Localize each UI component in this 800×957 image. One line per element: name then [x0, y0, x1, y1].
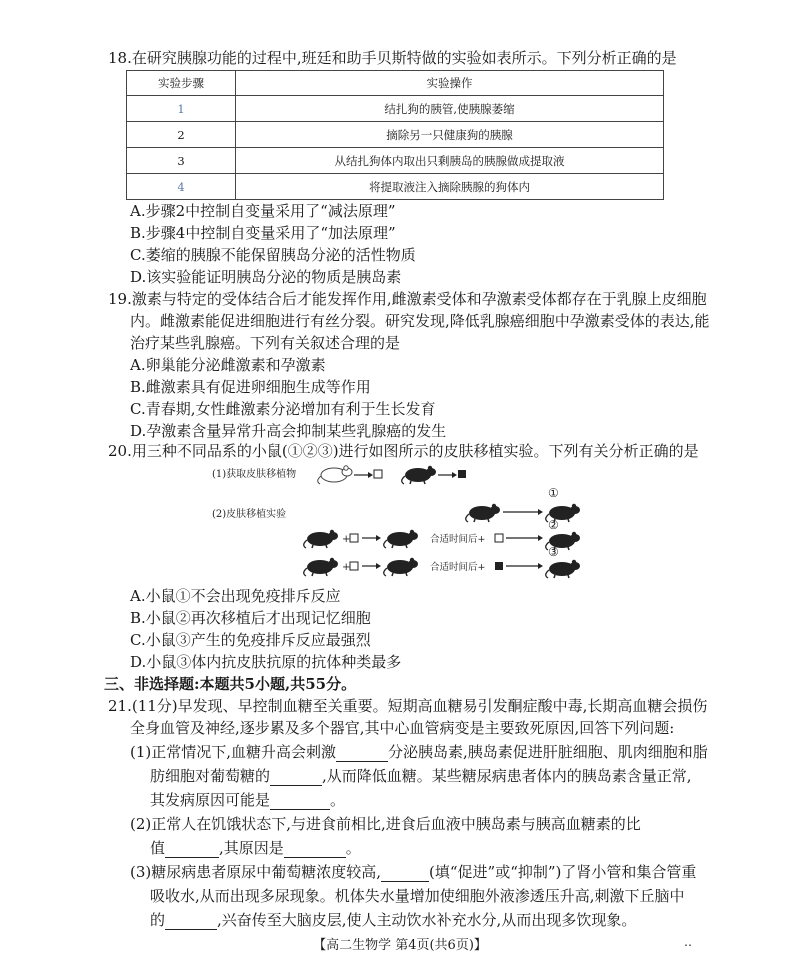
q21-part-3-line-2: 吸收水,从而出现多尿现象。机体失水量增加使细胞外液渗透压升高,刺激下丘脑中 — [150, 887, 685, 905]
answer-blank[interactable] — [270, 793, 330, 810]
q20-option-a: A.小鼠①不会出现免疫排斥反应 — [130, 587, 341, 605]
arrow-head — [376, 563, 381, 569]
answer-blank[interactable] — [270, 769, 322, 786]
table-cell: 1 — [127, 96, 236, 122]
q19-option-d: D.孕激素含量异常升高会抑制某些乳腺癌的发生 — [130, 422, 447, 440]
figure-label-2: (2)皮肤移植实验 — [212, 509, 287, 520]
q19-option-b: B.雌激素具有促进卵细胞生成等作用 — [130, 378, 371, 396]
plus-sign: + — [342, 534, 351, 545]
text: (填“促进”或“抑制”)了肾小管和集合管重 — [429, 863, 697, 881]
after-time-label: 合适时间后+ — [430, 534, 486, 545]
white-skin-graft — [374, 470, 382, 478]
q18-option-a: A.步骤2中控制自变量采用了“减法原理” — [130, 202, 396, 220]
white-skin-graft — [495, 534, 503, 542]
text: ,兴奋传至大脑皮层,使人主动饮水补充水分,从而出现多饮现象。 — [217, 911, 637, 929]
text: ,其原因是 — [219, 839, 284, 857]
table-row — [127, 174, 664, 200]
recipient-mouse — [304, 558, 338, 576]
text: 肪细胞对葡萄糖的 — [150, 767, 271, 785]
page-footer: 【高二生物学 第4页(共6页)】 — [313, 938, 487, 953]
text: 。 — [345, 839, 361, 857]
table-header: 实验步骤 — [127, 71, 236, 96]
grafted-mouse — [384, 530, 418, 548]
q18-table — [126, 70, 664, 200]
table-cell: 结扎狗的胰管,使胰腺萎缩 — [236, 96, 664, 122]
circle-label-3: ③ — [548, 545, 559, 559]
text: ,从而降低血糖。某些糖尿病患者体内的胰岛素含量正常, — [322, 767, 692, 785]
q19-stem-line: 治疗某些乳腺癌。下列有关叙述合理的是 — [130, 334, 401, 352]
answer-blank[interactable] — [284, 841, 346, 858]
table-cell: 从结扎狗体内取出只剩胰岛的胰腺做成提取液 — [236, 148, 664, 174]
section-3-heading: 三、非选择题:本题共5小题,共55分。 — [104, 675, 357, 693]
q20-option-c: C.小鼠③产生的免疫排斥反应最强烈 — [130, 631, 371, 649]
table-header-row — [127, 71, 664, 96]
grafted-mouse — [384, 558, 418, 576]
q19-stem-line: 内。雌激素能促进细胞进行有丝分裂。研究发现,降低乳腺癌细胞中孕激素受体的表达,能 — [130, 312, 710, 330]
arrow-head — [368, 472, 373, 478]
white-skin-graft — [350, 562, 358, 570]
q20-option-d: D.小鼠③体内抗皮肤抗原的抗体种类最多 — [130, 653, 402, 671]
q21-intro-line: 21.(11分)早发现、早控制血糖至关重要。短期高血糖易引发酮症酸中毒,长期高血糖会损伤 — [108, 697, 708, 715]
table-cell: 摘除另一只健康狗的胰腺 — [236, 122, 664, 148]
q21-part-3-line-1 — [130, 862, 696, 882]
q18-stem: 18.在研究胰腺功能的过程中,班廷和助手贝斯特做的实验如表所示。下列分析正确的是 — [108, 49, 677, 67]
answer-blank[interactable] — [165, 841, 219, 858]
white-skin-graft — [350, 534, 358, 542]
text: (1)正常情况下,血糖升高会刺激 — [130, 743, 337, 761]
plus-sign: + — [342, 562, 351, 573]
q21-part-2-line-1: (2)正常人在饥饿状态下,与进食前相比,进食后血液中胰岛素与胰高血糖素的比 — [130, 815, 641, 833]
arrow-head — [538, 563, 543, 569]
table-cell: 将提取液注入摘除胰腺的狗体内 — [236, 174, 664, 200]
q20-stem: 20.用三种不同品系的小鼠(①②③)进行如图所示的皮肤移植实验。下列有关分析正确的是 — [108, 442, 699, 460]
donor-mouse-dark — [402, 466, 436, 484]
answer-blank[interactable] — [336, 745, 388, 762]
skin-graft-figure — [208, 459, 588, 579]
q19-option-c: C.青春期,女性雌激素分泌增加有利于生长发育 — [130, 400, 436, 418]
text: 其发病原因可能是 — [150, 791, 271, 809]
mouse-1 — [466, 504, 500, 522]
donor-mouse-light — [318, 466, 352, 484]
q18-option-c: C.萎缩的胰腺不能保留胰岛分泌的活性物质 — [130, 246, 416, 264]
arrow-head — [538, 535, 543, 541]
q21-part-1-line-2 — [150, 766, 692, 786]
table-row — [127, 148, 664, 174]
answer-blank[interactable] — [381, 865, 429, 882]
arrow-head — [538, 509, 543, 515]
q18-option-b: B.步骤4中控制自变量采用了“加法原理” — [130, 224, 396, 242]
figure-label-1: (1)获取皮肤移植物 — [212, 469, 297, 480]
black-skin-graft — [458, 470, 466, 478]
text: (3)糖尿病患者原尿中葡萄糖浓度较高, — [130, 863, 382, 881]
black-skin-graft — [495, 562, 503, 570]
table-cell: 3 — [127, 148, 236, 174]
after-time-label: 合适时间后+ — [430, 562, 486, 573]
table-cell: 2 — [127, 122, 236, 148]
mouse-3-result — [546, 560, 580, 578]
text: 。 — [330, 791, 346, 809]
circle-label-2: ② — [548, 518, 559, 532]
text: 的 — [150, 911, 166, 929]
text: 分泌胰岛素,胰岛素促进肝脏细胞、肌肉细胞和脂 — [388, 743, 708, 761]
answer-blank[interactable] — [165, 913, 217, 930]
q21-part-1-line-1 — [130, 742, 708, 762]
text: 值 — [150, 839, 166, 857]
arrow-head — [452, 472, 457, 478]
q19-option-a: A.卵巢能分泌雌激素和孕激素 — [130, 356, 326, 374]
q21-intro-line: 全身血管及神经,逐步累及多个器官,其中心血管病变是主要致死原因,回答下列问题: — [130, 719, 675, 737]
q21-part-1-line-3 — [150, 790, 345, 810]
circle-label-1: ① — [548, 486, 559, 500]
q18-option-d: D.该实验能证明胰岛分泌的物质是胰岛素 — [130, 268, 402, 286]
table-cell: 4 — [127, 174, 236, 200]
arrow-head — [376, 535, 381, 541]
table-row — [127, 96, 664, 122]
q21-part-3-line-3 — [150, 910, 636, 930]
corner-mark: ‥ — [684, 935, 693, 949]
q20-option-b: B.小鼠②再次移植后才出现记忆细胞 — [130, 609, 371, 627]
q21-part-2-line-2 — [150, 838, 361, 858]
table-header: 实验操作 — [236, 71, 664, 96]
q19-stem-line: 19.激素与特定的受体结合后才能发挥作用,雌激素受体和孕激素受体都存在于乳腺上皮细胞 — [108, 290, 707, 308]
recipient-mouse — [304, 530, 338, 548]
table-row — [127, 122, 664, 148]
